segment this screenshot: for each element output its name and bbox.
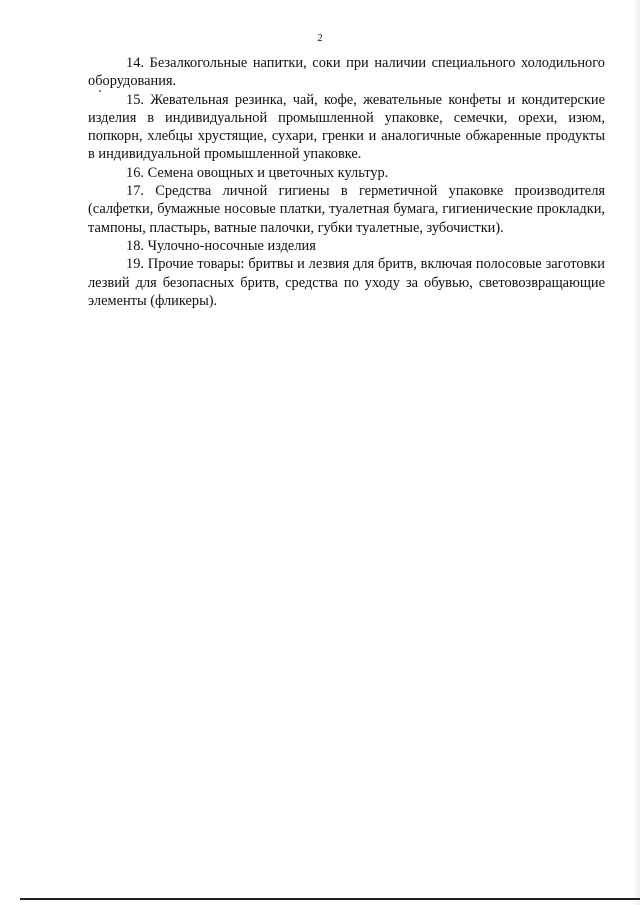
list-item-17: 17. Средства личной гигиены в герметичной упаковке производителя (салфетки, бумажные носовые платки, туалетная бумага, гигиенические прокладки, тампоны, пластырь, ватные палочки, губки туалетные, зубочистки). xyxy=(88,183,605,236)
document-body xyxy=(88,54,605,310)
page-number: 2 xyxy=(317,32,323,44)
list-item-15: 15. Жевательная резинка, чай, кофе, жевательные конфеты и кондитерские изделия в индивидуальной промышленной упаковке, семечки, орехи, изюм, попкорн, хлебцы хрустящие, сухари, гренки и аналогичные обжаренные продукты в индивидуальной промышленной упаковке. xyxy=(88,91,605,163)
list-item-18: 18. Чулочно-носочные изделия xyxy=(126,237,316,254)
list-item-16: 16. Семена овощных и цветочных культур. xyxy=(126,164,389,181)
scan-edge-shadow xyxy=(626,0,640,905)
list-item-19: 19. Прочие товары: бритвы и лезвия для бритв, включая полосовые заготовки лезвий для безопасных бритв, средства по уходу за обувью, световозвращающие элементы (фликеры). xyxy=(88,256,605,309)
scan-bottom-edge xyxy=(20,898,640,900)
list-item-14: 14. Безалкогольные напитки, соки при наличии специального холодильного оборудования. xyxy=(88,55,605,90)
